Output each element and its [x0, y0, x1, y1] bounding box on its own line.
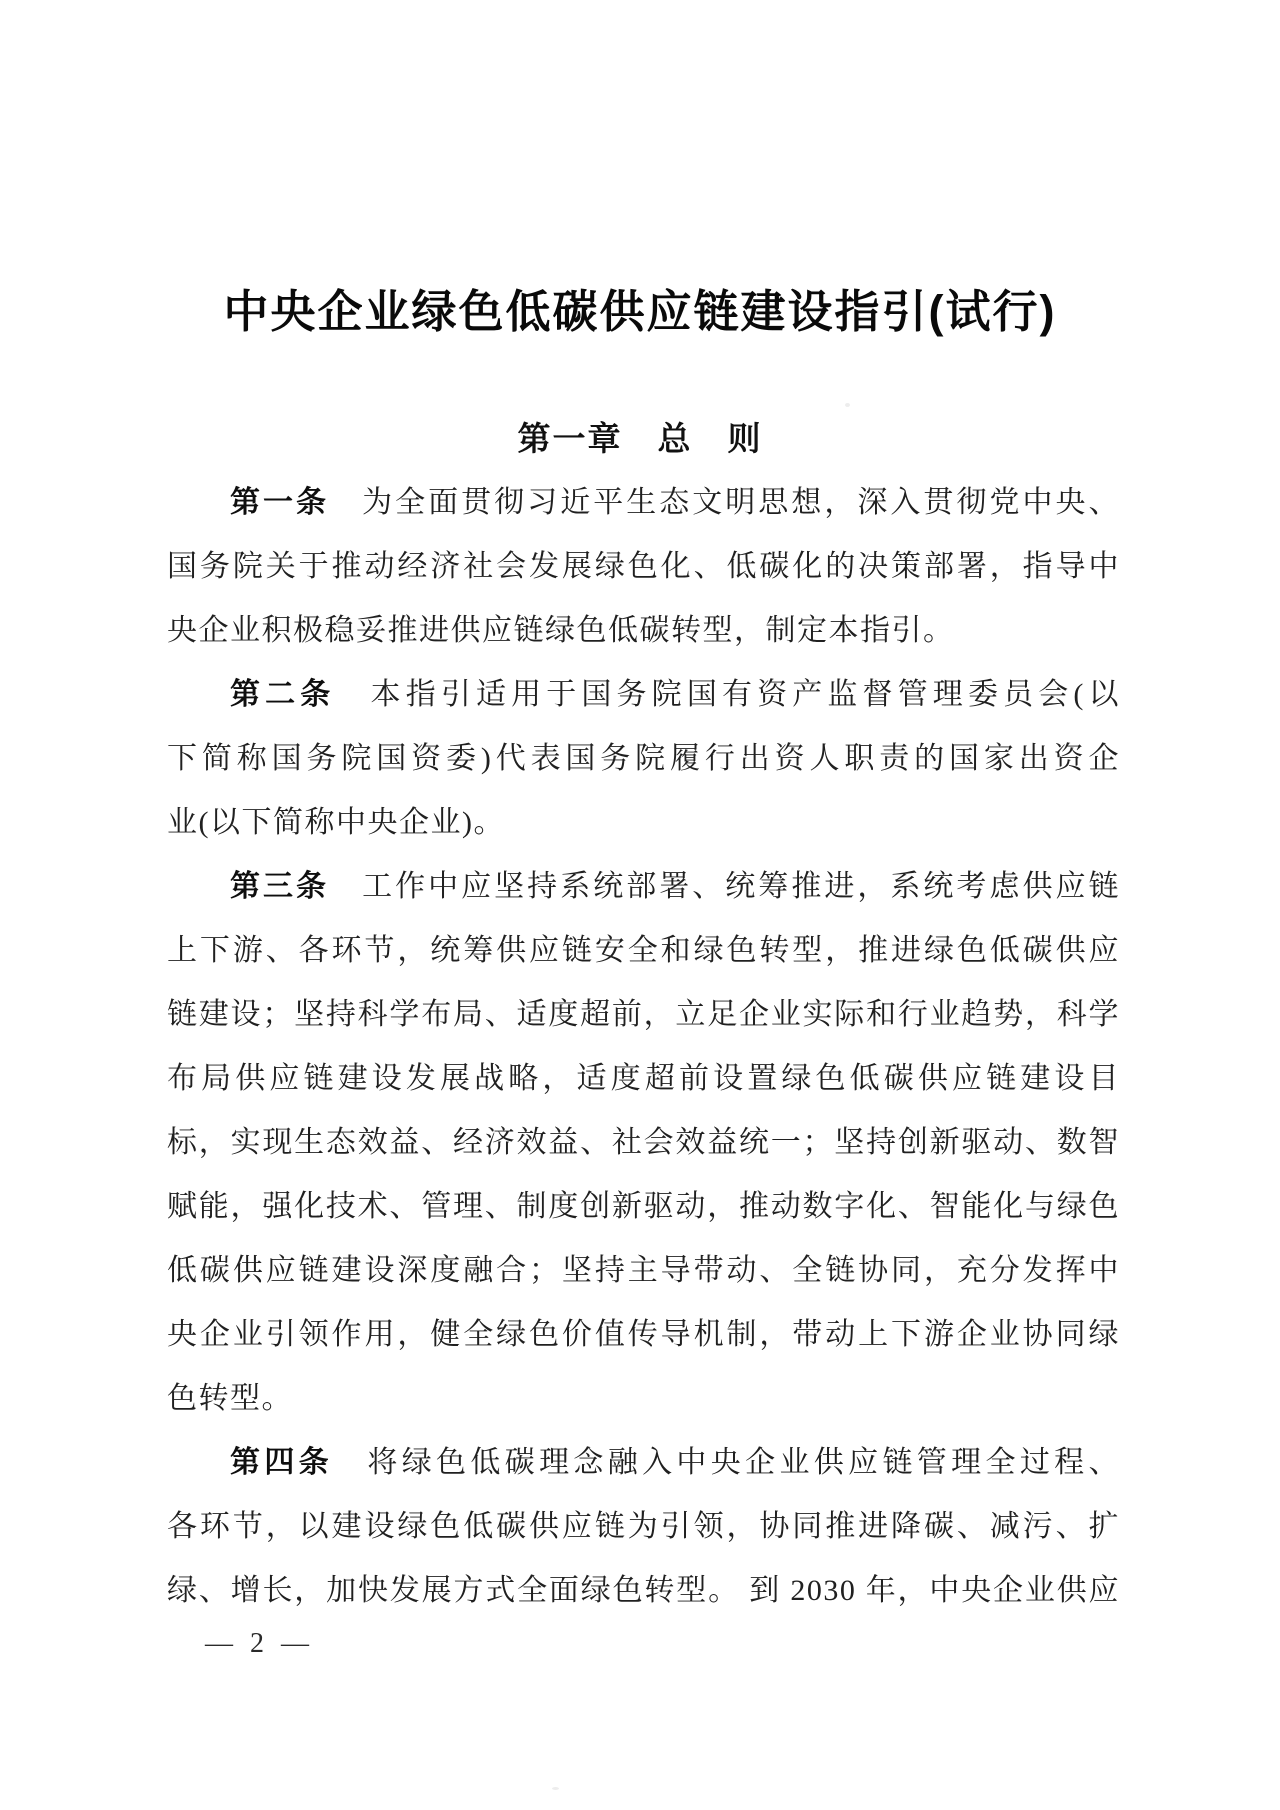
body-line: 标，实现生态效益、经济效益、社会效益统一；坚持创新驱动、数智 [167, 1126, 1120, 1159]
body-line: 国务院关于推动经济社会发展绿色化、低碳化的决策部署，指导中 [167, 550, 1120, 583]
line-text: 为全面贯彻习近平生态文明思想，深入贯彻党中央、 [329, 486, 1121, 519]
body-line [167, 855, 1120, 919]
line-text: 将绿色低碳理念融入中央企业供应链管理全过程、 [333, 1446, 1121, 1479]
article-number: 第二条 [230, 678, 336, 711]
body-line: 各环节，以建设绿色低碳供应链为引领，协同推进降碳、减污、扩 [167, 1510, 1120, 1543]
body-line [167, 471, 1120, 535]
body-line: 绿、增长，加快发展方式全面绿色转型。 到 2030 年，中央企业供应 [167, 1574, 1120, 1607]
page-number: — 2 — [205, 1628, 314, 1659]
body-line [167, 663, 1120, 727]
body-line: 业(以下简称中央企业)。 [167, 806, 505, 839]
body-line: 下简称国务院国资委)代表国务院履行出资人职责的国家出资企 [167, 742, 1120, 775]
body-line: 央企业积极稳妥推进供应链绿色低碳转型，制定本指引。 [167, 614, 955, 647]
document-title: 中央企业绿色低碳供应链建设指引(试行) [223, 286, 1057, 337]
document-body [167, 471, 1120, 1623]
line-text: 本指引适用于国务院国有资产监督管理委员会(以 [335, 678, 1120, 711]
scan-speck [845, 403, 850, 407]
article-number: 第四条 [230, 1446, 334, 1479]
body-line [167, 1431, 1120, 1495]
chapter-heading: 第一章 总 则 [517, 422, 763, 458]
body-line: 低碳供应链建设深度融合；坚持主导带动、全链协同，充分发挥中 [167, 1254, 1120, 1287]
body-line: 布局供应链建设发展战略，适度超前设置绿色低碳供应链建设目 [167, 1062, 1120, 1095]
article-number: 第三条 [230, 870, 330, 903]
body-line: 链建设；坚持科学布局、适度超前，立足企业实际和行业趋势，科学 [167, 998, 1120, 1031]
article-number: 第一条 [230, 486, 330, 519]
body-line: 上下游、各环节，统筹供应链安全和绿色转型，推进绿色低碳供应 [167, 934, 1120, 967]
body-line: 央企业引领作用，健全绿色价值传导机制，带动上下游企业协同绿 [167, 1318, 1120, 1351]
scan-speck [552, 1787, 559, 1790]
body-line: 色转型。 [167, 1382, 293, 1415]
body-line: 赋能，强化技术、管理、制度创新驱动，推动数字化、智能化与绿色 [167, 1190, 1120, 1223]
line-text: 工作中应坚持系统部署、统筹推进，系统考虑供应链 [329, 870, 1121, 903]
